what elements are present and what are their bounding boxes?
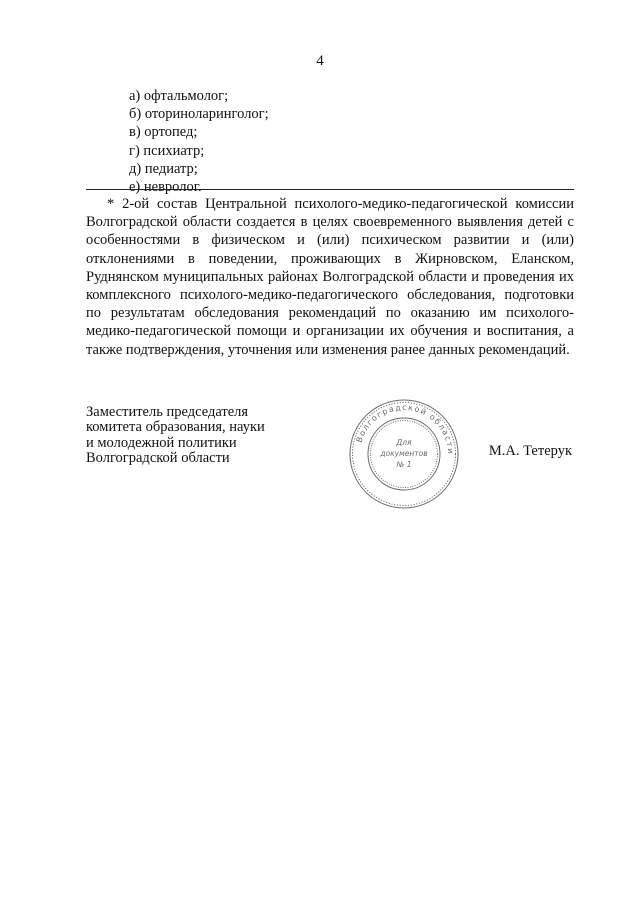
list-item: а) офтальмолог; [129,88,229,104]
footnote-text: * 2-ой состав Центральной психолого-медико-педагогической комиссии Волгоградской области создается в целях своевременного выявления детей с особенностями в физическом и (или) психическом развитии и (или) отклонениями в поведении, проживающих в Жирновском, Еланском, Руднянском муниципальных районах Волгоградской области и проведения их комплексного психолого-медико-педагогического обследования, подготовки по результатам обследования рекомендаций по оказанию им психолого-медико-педагогической помощи и организации их обучения и воспитания, а также подтверждения, уточнения или изменения ранее данных рекомендаций. [86,196,574,358]
footnote-separator [86,189,574,190]
list-item: д) педиатр; [129,160,198,177]
stamp-ring-text: Волгоградской области [354,402,456,455]
position-line: и молодежной политики [86,434,237,451]
stamp-center-line: № 1 [396,460,412,469]
position-line: Волгоградской области [86,450,230,467]
page-number: 4 [316,53,324,69]
signature-position [86,405,346,467]
stamp-center-line: документов [380,449,428,458]
list-item: е) невролог. [129,179,202,196]
list-item: в) ортопед; [129,124,198,141]
position-line: Заместитель председателя [86,404,249,420]
list-item: б) оториноларинголог; [129,106,269,123]
stamp-center-line: Для [396,438,412,447]
specialist-list [129,87,269,196]
position-line: комитета образования, науки [86,419,265,436]
official-stamp [347,397,461,511]
list-item: г) психиатр; [129,142,205,159]
signatory-name: М.А. Тетерук [488,443,572,459]
